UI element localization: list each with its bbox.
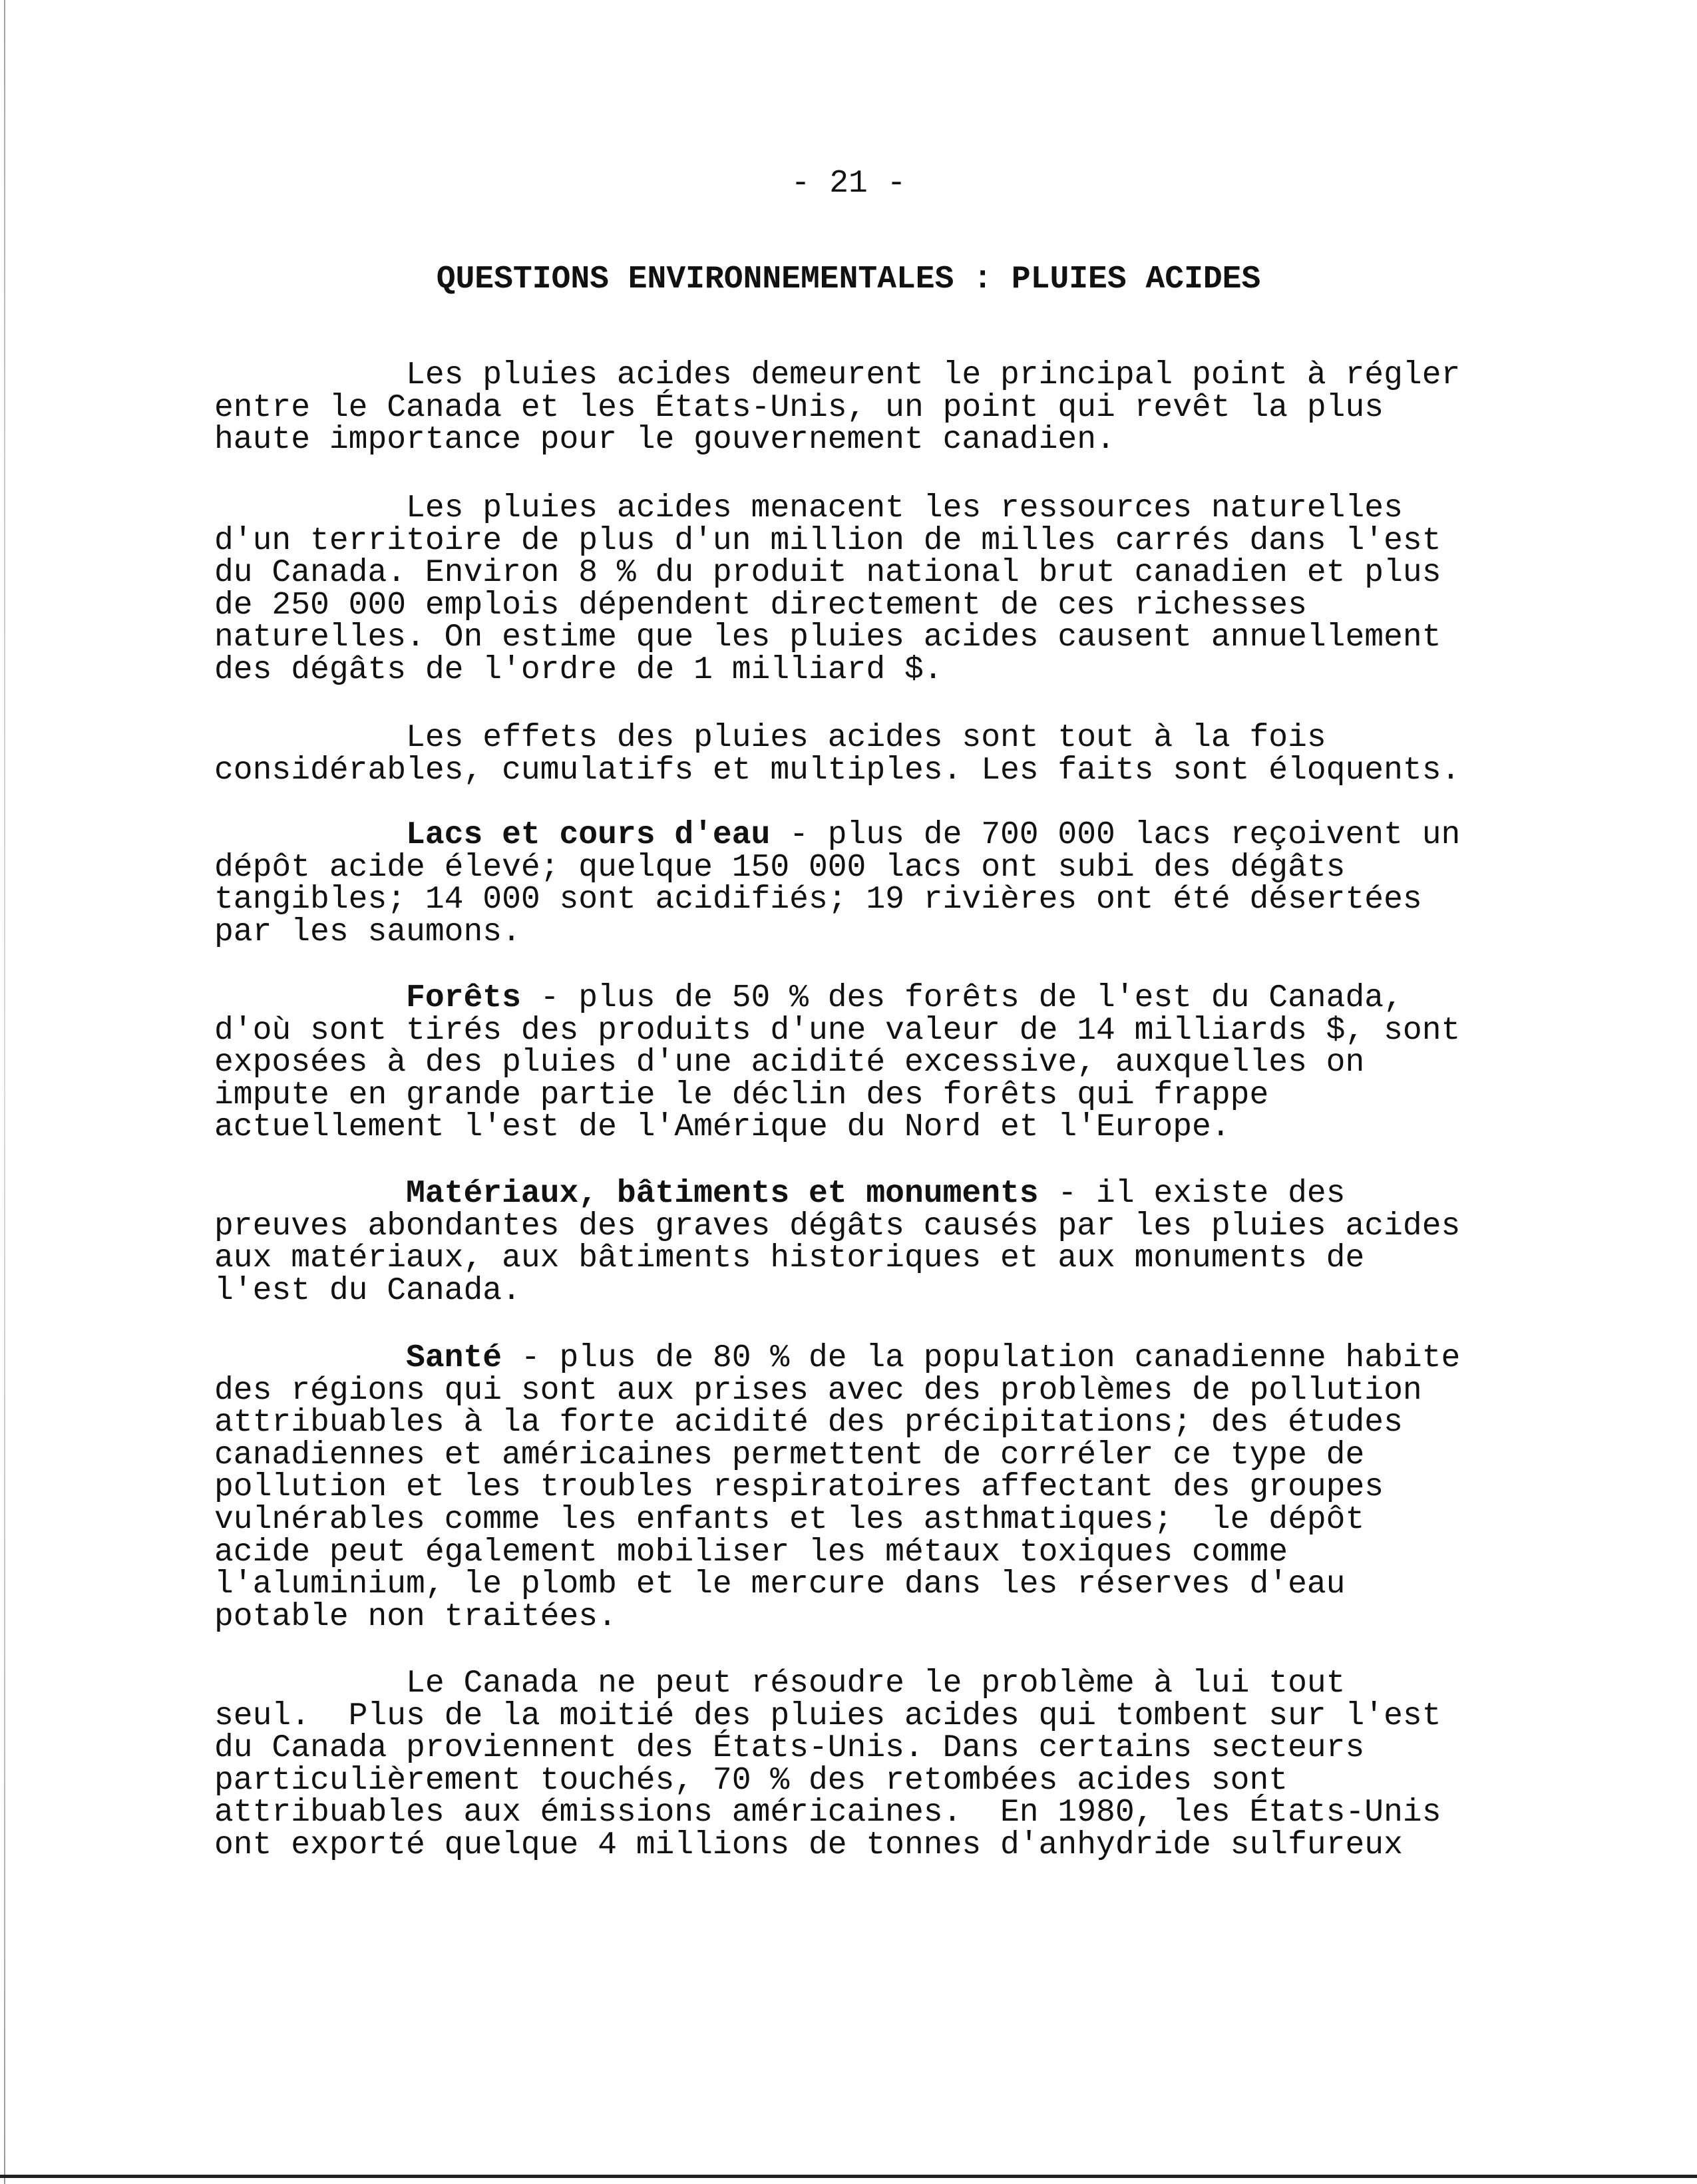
paragraph-heading: Lacs et cours d'eau (214, 817, 771, 853)
paragraph-text: Le Canada ne peut résoudre le problème à lui tout seul. Plus de la moitié des pluies acides qui tombent sur l'est du Canada proviennent des États-Unis. Dans certains secteurs particulièrement touchés, 70 % des retombées acides sont attribuables aux émissions américaines. En 1980, les États-Unis ont exporté quelque 4 millions de tonnes d'anhydride sulfureux (214, 1666, 1441, 1863)
paragraph-heading: Forêts (214, 980, 521, 1016)
paragraph-heading: Santé (214, 1340, 502, 1376)
paragraph-text: - il existe des preuves abondantes des graves dégâts causés par les pluies acides aux matériaux, aux bâtiments historiques et aux monuments de l'est du Canada. (214, 1176, 1461, 1309)
paragraph-text: - plus de 50 % des forêts de l'est du Canada, d'où sont tirés des produits d'une valeur de 14 milliards $, sont exposées à des pluies d'une acidité excessive, auxquelles on impute en grande partie le déclin des forêts qui frappe actuellement l'est de l'Amérique du Nord et l'Europe. (214, 980, 1461, 1146)
paragraph-effects (214, 722, 1565, 787)
paragraph-text: - plus de 80 % de la population canadienne habite des régions qui sont aux prises avec des problèmes de pollution attribuables à la forte acidité des précipitations; des études canadiennes et américaines permettent de corréler ce type de pollution et les troubles respiratoires affectant des groupes vulnérables comme les enfants et les asthmatiques; le dépôt acide peut également mobiliser les métaux toxiques comme l'aluminium, le plomb et le mercure dans les réserves d'eau potable non traitées. (214, 1340, 1461, 1635)
paragraph-text: Les pluies acides demeurent le principal point à régler entre le Canada et les États-Unis, un point qui revêt la plus haute importance pour le gouvernement canadien. (214, 357, 1461, 458)
scan-bottom-edge (0, 2175, 1697, 2178)
page-number: - 21 - (791, 166, 906, 202)
paragraph-health (214, 1342, 1565, 1633)
paragraph-lakes (214, 819, 1565, 948)
paragraph-text: - plus de 700 000 lacs reçoivent un dépôt acide élevé; quelque 150 000 lacs ont subi des dégâts tangibles; 14 000 sont acidifiés; 19 rivières ont été désertées par les saumons. (214, 817, 1461, 950)
paragraph-text: Les pluies acides menacent les ressources naturelles d'un territoire de plus d'un million de milles carrés dans l'est du Canada. Environ 8 % du produit national brut canadien et plus de 250 000 emplois dépendent directement de ces richesses naturelles. On estime que les pluies acides causent annuellement des dégâts de l'ordre de 1 milliard $. (214, 490, 1441, 688)
paragraph-canada-alone (214, 1668, 1565, 1862)
paragraph-heading: Matériaux, bâtiments et monuments (214, 1176, 1039, 1212)
paragraph-materials (214, 1178, 1565, 1307)
page-title: QUESTIONS ENVIRONNEMENTALES : PLUIES ACIDES (436, 262, 1261, 297)
paragraph-intro (214, 359, 1565, 456)
paragraph-forests (214, 982, 1565, 1144)
scan-left-edge (4, 0, 5, 2184)
paragraph-resources (214, 492, 1565, 687)
paragraph-text: Les effets des pluies acides sont tout à la fois considérables, cumulatifs et multiples. Les faits sont éloquents. (214, 720, 1461, 789)
